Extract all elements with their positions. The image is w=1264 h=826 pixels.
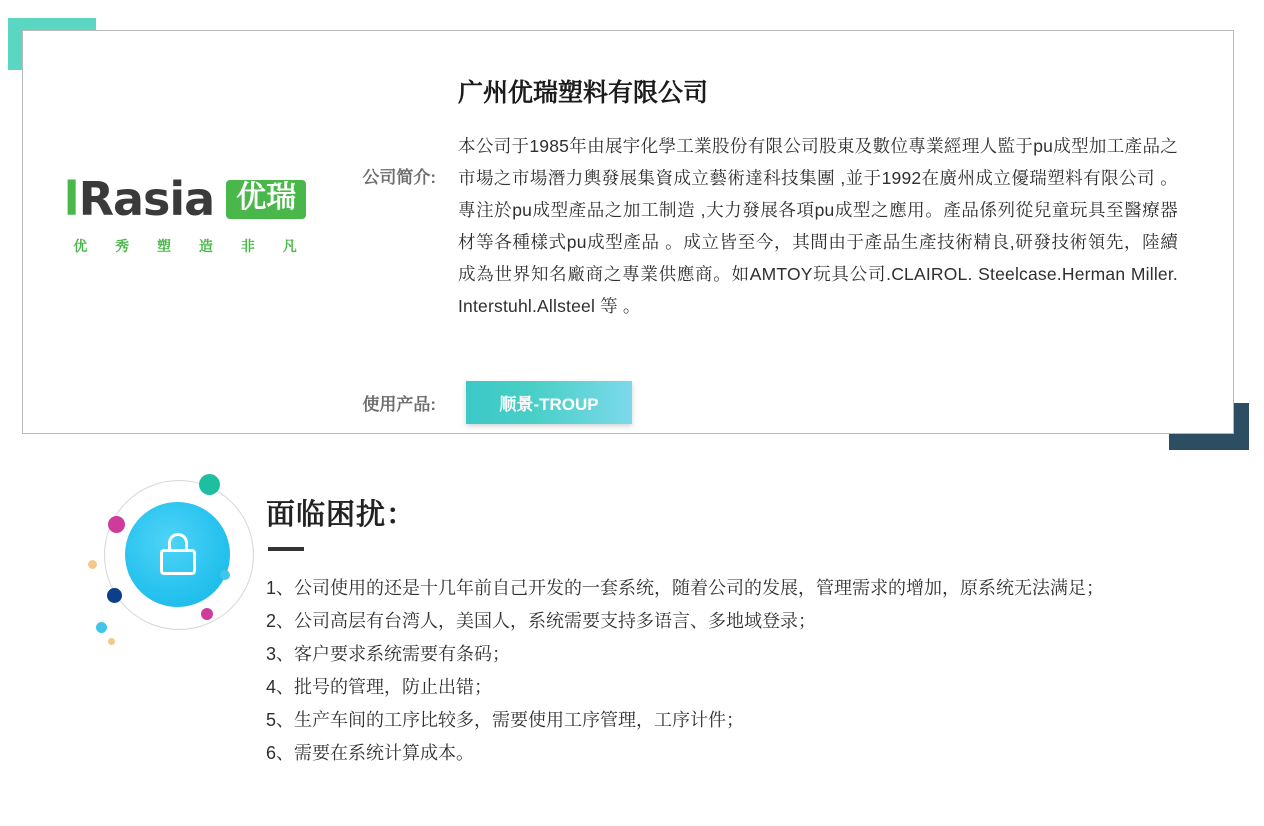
lock-circle [125,502,230,607]
list-item: 1、公司使用的还是十几年前自己开发的一套系统，随着公司的发展，管理需求的增加，原系统无法满足； [266,578,1105,598]
company-logo [40,172,330,256]
decorative-dot [88,560,97,569]
list-item: 2、公司高层有台湾人，美国人，系统需要支持多语言、多地域登录； [266,611,817,631]
list-item: 5、生产车间的工序比较多，需要使用工序管理，工序计件； [266,710,745,730]
logo-mark-left: l [63,172,79,226]
intro-label: 公司简介: [362,168,436,187]
logo-tagline: 优 秀 塑 造 非 凡 [73,238,309,254]
logo-badge: 优瑞 [226,180,306,219]
lock-icon [80,470,260,650]
issues-heading: 面临困扰： [266,499,417,531]
lock-shackle [168,533,188,551]
list-item: 6、需要在系统计算成本。 [266,743,475,763]
decorative-dot [201,608,213,620]
list-item: 3、客户要求系统需要有条码； [266,644,511,664]
lock-glyph [157,533,199,577]
decorative-dot [107,588,122,603]
logo-mark-main: Rasia [78,172,215,226]
issues-list [266,572,1196,770]
page-title: 广州优瑞塑料有限公司 [458,79,709,107]
list-item: 4、批号的管理，防止出错； [266,677,493,697]
decorative-dot [108,638,115,645]
product-label: 使用产品: [362,395,436,414]
logo-wordmark [63,172,215,226]
intro-text: 本公司于1985年由展宇化學工業股份有限公司股東及數位專業經理人監于pu成型加工產品之市場之市場潛力輿發展集資成立藝術達科技集團 ,並于1992在廣州成立優瑞塑料有限公司 。專注於pu成型產品之加工制造 ,大力發展各項pu成型之應用。產品係列從兒童玩具至醫療器材等各種樣式pu成型產品 。成立皆至今，其間由于產品生產技術精良,研發技術領先，陸續成為世界知名廠商之專業供應商。如AMTOY玩具公司.CLAIROL. Steelcase.Herman Miller. Interstuhl.Allsteel 等 。 [458,136,1178,316]
decorative-dot [220,570,230,580]
decorative-dot [96,622,107,633]
lock-body [160,549,196,575]
heading-underline [268,547,304,551]
company-card [0,18,1264,438]
product-badge: 顺景-TROUP [466,381,632,424]
decorative-dot [199,474,220,495]
decorative-dot [108,516,125,533]
